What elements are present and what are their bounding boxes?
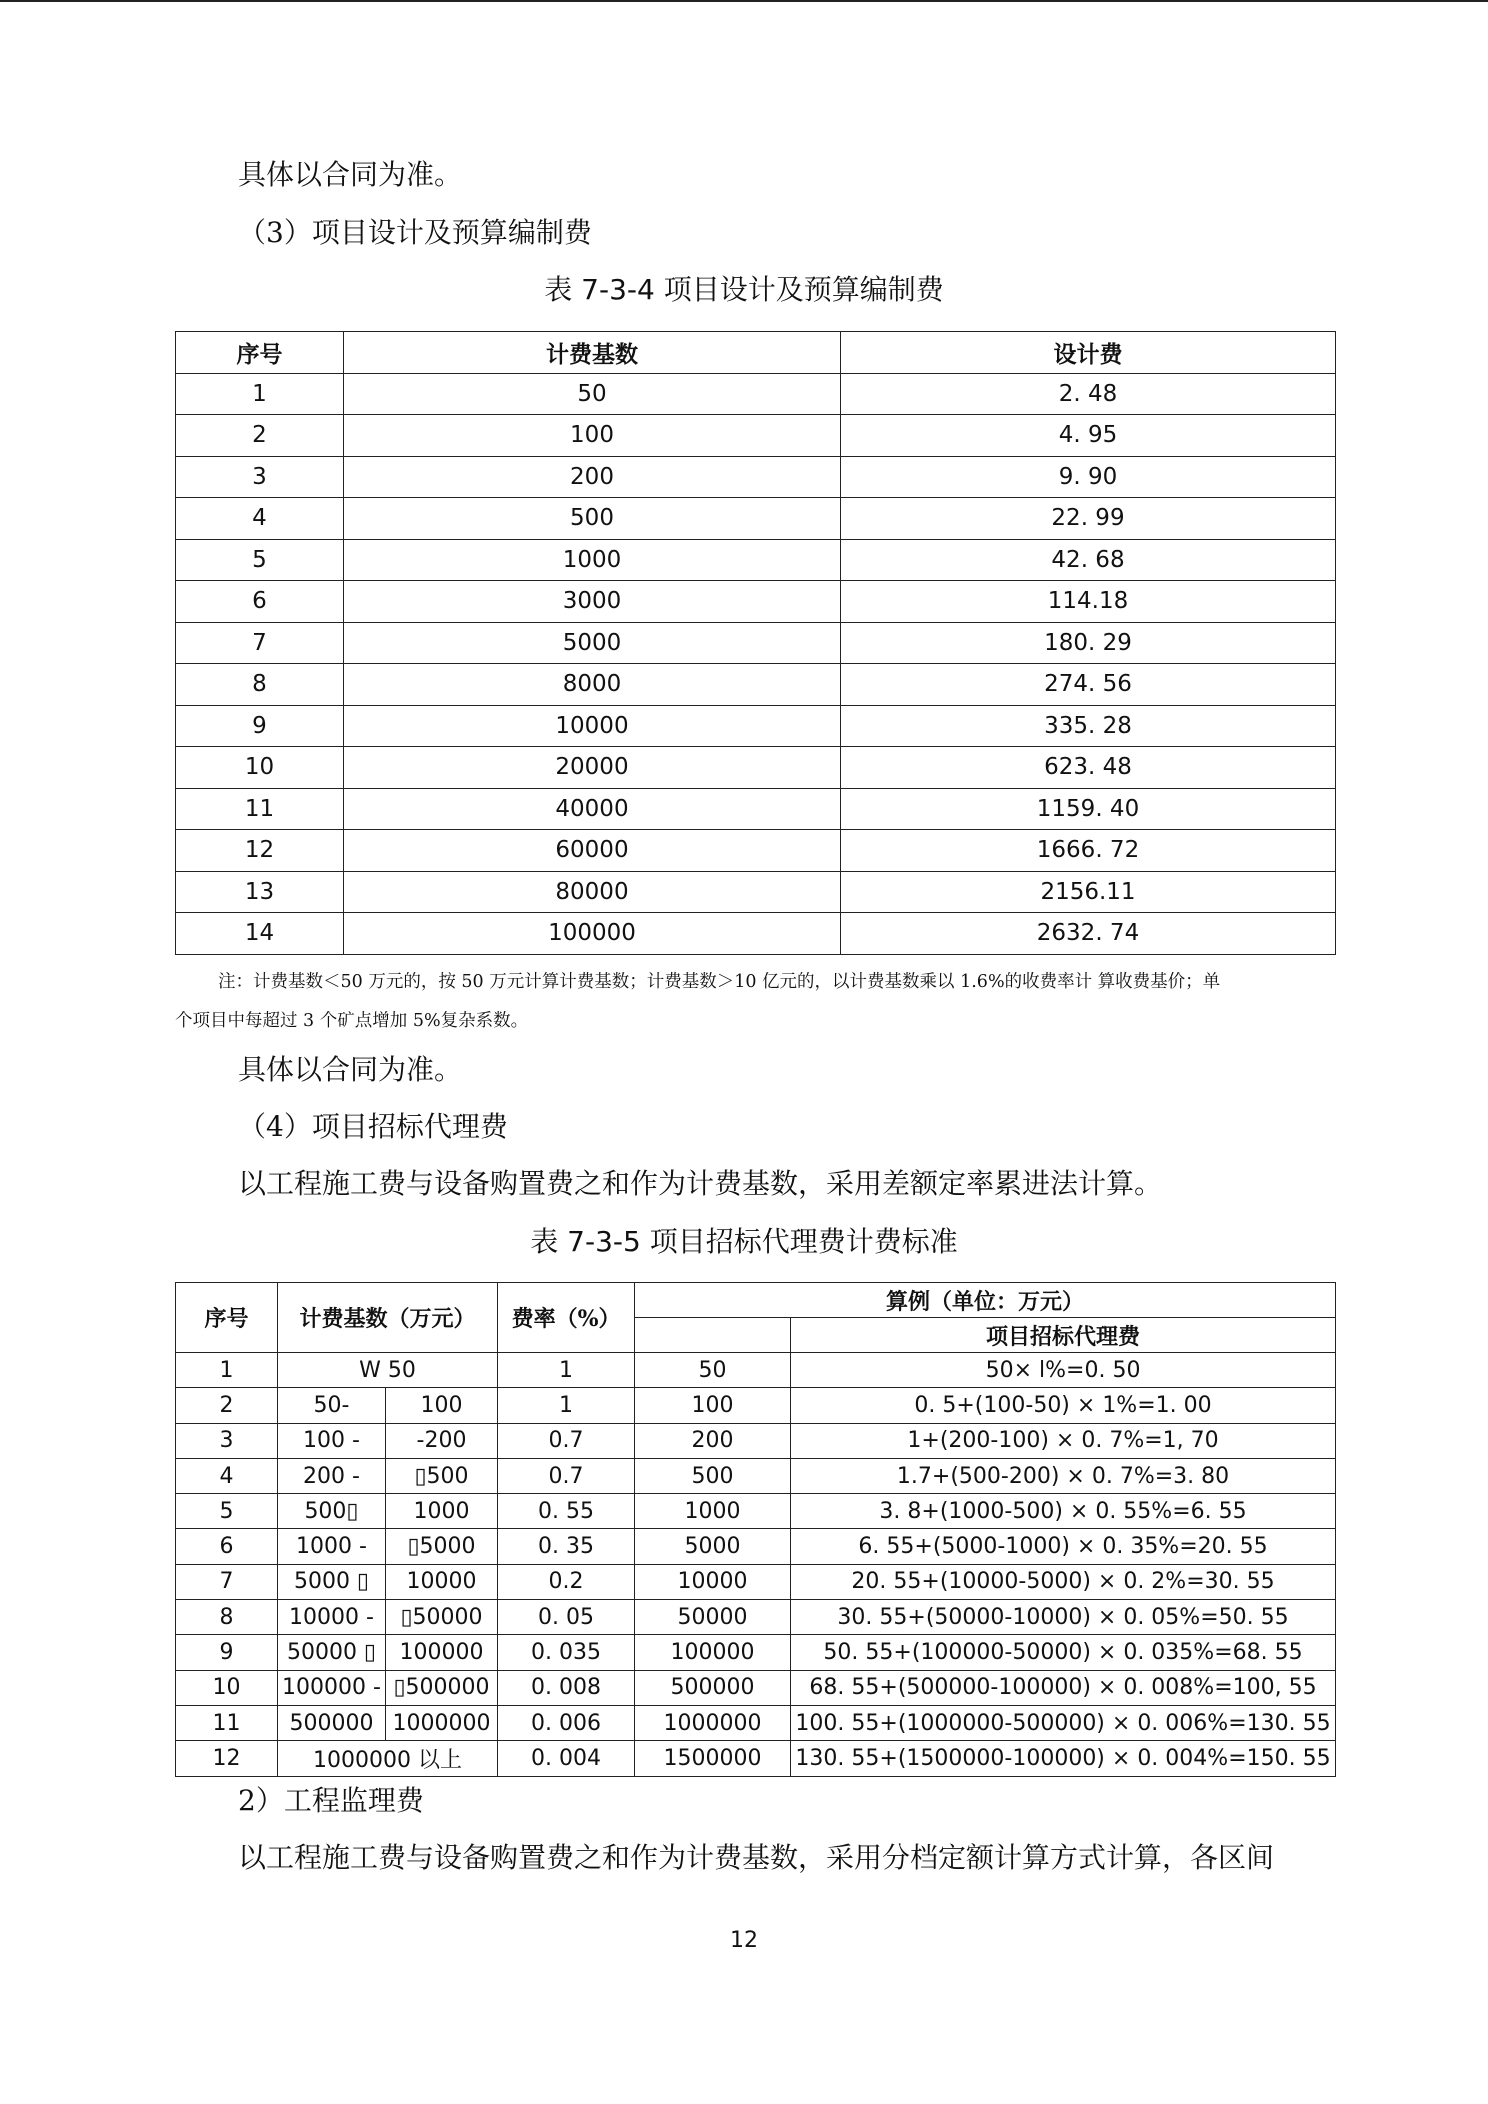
table2-caption: 表 7-3-5 项目招标代理费计费标准 xyxy=(530,1225,958,1258)
example-amount-cell: 100 xyxy=(635,1388,791,1423)
table-cell: 50 xyxy=(344,373,841,415)
top-border-line xyxy=(0,0,1488,2)
base-from-cell: 1000 - xyxy=(278,1529,386,1564)
example-fee-cell: 100. 55+(1000000-500000) × 0. 006%=130. 55 xyxy=(791,1705,1336,1740)
table-cell: 500 xyxy=(344,498,841,540)
paragraph-contract-note-1: 具体以合同为准。 xyxy=(238,158,463,191)
paragraph-contract-note-2: 具体以合同为准。 xyxy=(238,1053,463,1086)
base-to-cell: 1000 xyxy=(386,1494,498,1529)
example-amount-cell: 50000 xyxy=(635,1600,791,1635)
table-row xyxy=(176,1564,1336,1599)
example-fee-cell: 50. 55+(100000-50000) × 0. 035%=68. 55 xyxy=(791,1635,1336,1670)
table-row xyxy=(176,913,1336,955)
table-cell: 5 xyxy=(176,539,344,581)
base-from-cell: 500000 xyxy=(278,1705,386,1740)
example-fee-cell: 130. 55+(1500000-100000) × 0. 004%=150. 55 xyxy=(791,1741,1336,1776)
table-cell: 8 xyxy=(176,664,344,706)
table-cell: 40000 xyxy=(344,788,841,830)
table-row xyxy=(176,456,1336,498)
table-cell: 2632. 74 xyxy=(841,913,1336,955)
table-row xyxy=(176,747,1336,789)
base-to-cell: 100 xyxy=(386,1388,498,1423)
example-amount-cell: 1000 xyxy=(635,1494,791,1529)
table1-note-line-2: 个项目中每超过 3 个矿点增加 5%复杂系数。 xyxy=(175,1011,529,1031)
table-cell: 1666. 72 xyxy=(841,830,1336,872)
table-cell: 1000 xyxy=(344,539,841,581)
table-cell: 1 xyxy=(176,373,344,415)
base-to-cell: 1000000 xyxy=(386,1705,498,1740)
table-cell: 12 xyxy=(176,830,344,872)
base-from-cell: 5000 ▯ xyxy=(278,1564,386,1599)
example-fee-cell: 0. 5+(100-50) × 1%=1. 00 xyxy=(791,1388,1336,1423)
table-row xyxy=(176,788,1336,830)
row-number-cell: 10 xyxy=(176,1670,278,1705)
table1-caption: 表 7-3-4 项目设计及预算编制费 xyxy=(544,273,944,306)
base-to-cell: 100000 xyxy=(386,1635,498,1670)
paragraph-bidding-fee-method: 以工程施工费与设备购置费之和作为计费基数，采用差额定率累进法计算。 xyxy=(238,1167,1163,1200)
row-number-cell: 9 xyxy=(176,1635,278,1670)
table-cell: 22. 99 xyxy=(841,498,1336,540)
table-cell: 60000 xyxy=(344,830,841,872)
table-row xyxy=(176,498,1336,540)
section-heading-supervision-fee: 2）工程监理费 xyxy=(238,1784,424,1817)
table-cell: 200 xyxy=(344,456,841,498)
base-to-cell: ▯500000 xyxy=(386,1670,498,1705)
example-fee-cell: 68. 55+(500000-100000) × 0. 008%=100, 55 xyxy=(791,1670,1336,1705)
table-cell: 14 xyxy=(176,913,344,955)
table-cell: 42. 68 xyxy=(841,539,1336,581)
rate-cell: 0. 004 xyxy=(498,1741,635,1776)
row-number-cell: 7 xyxy=(176,1564,278,1599)
table-row xyxy=(176,1353,1336,1388)
row-number-cell: 4 xyxy=(176,1458,278,1493)
table-cell: 4. 95 xyxy=(841,415,1336,457)
header-cell-base: 计费基数（万元） xyxy=(278,1283,498,1353)
row-number-cell: 2 xyxy=(176,1388,278,1423)
rate-cell: 0. 006 xyxy=(498,1705,635,1740)
base-from-cell: 200 - xyxy=(278,1458,386,1493)
table-cell: 10000 xyxy=(344,705,841,747)
base-from-cell: 100 - xyxy=(278,1423,386,1458)
table-cell: 100 xyxy=(344,415,841,457)
table-cell: 8000 xyxy=(344,664,841,706)
base-from-cell: 500▯ xyxy=(278,1494,386,1529)
table-row xyxy=(176,1635,1336,1670)
rate-cell: 1 xyxy=(498,1353,635,1388)
example-amount-cell: 1500000 xyxy=(635,1741,791,1776)
header-cell: 计费基数 xyxy=(344,332,841,374)
table-cell: 180. 29 xyxy=(841,622,1336,664)
section-heading-bidding-fee: （4）项目招标代理费 xyxy=(238,1110,508,1143)
example-fee-cell: 1+(200-100) × 0. 7%=1, 70 xyxy=(791,1423,1336,1458)
header-cell: 序号 xyxy=(176,332,344,374)
table-cell: 80000 xyxy=(344,871,841,913)
table-row xyxy=(176,830,1336,872)
table-row xyxy=(176,1529,1336,1564)
table-row xyxy=(176,664,1336,706)
base-to-cell: ▯50000 xyxy=(386,1600,498,1635)
example-fee-cell: 3. 8+(1000-500) × 0. 55%=6. 55 xyxy=(791,1494,1336,1529)
header-cell-fee: 项目招标代理费 xyxy=(791,1318,1336,1353)
header-cell-example: 算例（单位：万元） xyxy=(635,1283,1336,1318)
example-amount-cell: 50 xyxy=(635,1353,791,1388)
base-to-cell: ▯500 xyxy=(386,1458,498,1493)
paragraph-supervision-fee-method: 以工程施工费与设备购置费之和作为计费基数，采用分档定额计算方式计算，各区间 xyxy=(238,1841,1275,1874)
base-to-cell: ▯5000 xyxy=(386,1529,498,1564)
table-cell: 100000 xyxy=(344,913,841,955)
table-row xyxy=(176,705,1336,747)
table-row xyxy=(176,373,1336,415)
header-cell-no: 序号 xyxy=(176,1283,278,1353)
base-from-cell: 100000 - xyxy=(278,1670,386,1705)
base-range-cell: 1000000 以上 xyxy=(278,1741,498,1776)
row-number-cell: 3 xyxy=(176,1423,278,1458)
rate-cell: 0.7 xyxy=(498,1423,635,1458)
table-cell: 10 xyxy=(176,747,344,789)
table-cell: 2 xyxy=(176,415,344,457)
table-cell: 114.18 xyxy=(841,581,1336,623)
table-cell: 6 xyxy=(176,581,344,623)
example-amount-cell: 1000000 xyxy=(635,1705,791,1740)
table-row xyxy=(176,1670,1336,1705)
table-cell: 9. 90 xyxy=(841,456,1336,498)
design-fee-table xyxy=(175,331,1336,955)
table1-note-line-1: 注：计费基数＜50 万元的，按 50 万元计算计费基数；计费基数＞10 亿元的，以计费基数乘以 1.6%的收费率计 算收费基价；单 xyxy=(218,972,1221,992)
table-row xyxy=(176,1388,1336,1423)
table-header-row xyxy=(176,1283,1336,1318)
table-cell: 13 xyxy=(176,871,344,913)
table-cell: 7 xyxy=(176,622,344,664)
example-amount-cell: 100000 xyxy=(635,1635,791,1670)
table-cell: 20000 xyxy=(344,747,841,789)
table-row xyxy=(176,1705,1336,1740)
row-number-cell: 6 xyxy=(176,1529,278,1564)
example-fee-cell: 50× l%=0. 50 xyxy=(791,1353,1336,1388)
base-to-cell: 10000 xyxy=(386,1564,498,1599)
example-amount-cell: 5000 xyxy=(635,1529,791,1564)
table-cell: 3 xyxy=(176,456,344,498)
table-row xyxy=(176,1423,1336,1458)
rate-cell: 0. 035 xyxy=(498,1635,635,1670)
table-cell: 11 xyxy=(176,788,344,830)
rate-cell: 1 xyxy=(498,1388,635,1423)
header-cell: 设计费 xyxy=(841,332,1336,374)
example-amount-cell: 500 xyxy=(635,1458,791,1493)
table-cell: 335. 28 xyxy=(841,705,1336,747)
example-fee-cell: 30. 55+(50000-10000) × 0. 05%=50. 55 xyxy=(791,1600,1336,1635)
table-row xyxy=(176,539,1336,581)
table-cell: 1159. 40 xyxy=(841,788,1336,830)
example-fee-cell: 6. 55+(5000-1000) × 0. 35%=20. 55 xyxy=(791,1529,1336,1564)
table-cell: 4 xyxy=(176,498,344,540)
example-amount-cell: 500000 xyxy=(635,1670,791,1705)
table-row xyxy=(176,415,1336,457)
rate-cell: 0. 55 xyxy=(498,1494,635,1529)
header-cell-rate: 费率（%） xyxy=(498,1283,635,1353)
table-header-row xyxy=(176,332,1336,374)
example-fee-cell: 1.7+(500-200) × 0. 7%=3. 80 xyxy=(791,1458,1336,1493)
table-row xyxy=(176,1494,1336,1529)
row-number-cell: 1 xyxy=(176,1353,278,1388)
table-row xyxy=(176,1741,1336,1776)
base-from-cell: 50000 ▯ xyxy=(278,1635,386,1670)
table-cell: 5000 xyxy=(344,622,841,664)
table-row xyxy=(176,581,1336,623)
table-cell: 623. 48 xyxy=(841,747,1336,789)
section-heading-design-fee: （3）项目设计及预算编制费 xyxy=(238,216,592,249)
table-row xyxy=(176,1600,1336,1635)
table-cell: 274. 56 xyxy=(841,664,1336,706)
table-cell: 3000 xyxy=(344,581,841,623)
example-fee-cell: 20. 55+(10000-5000) × 0. 2%=30. 55 xyxy=(791,1564,1336,1599)
page-number: 12 xyxy=(730,1928,758,1953)
base-range-cell: W 50 xyxy=(278,1353,498,1388)
row-number-cell: 5 xyxy=(176,1494,278,1529)
table-cell: 2. 48 xyxy=(841,373,1336,415)
table-cell: 9 xyxy=(176,705,344,747)
example-amount-cell: 200 xyxy=(635,1423,791,1458)
bidding-fee-table xyxy=(175,1282,1336,1777)
rate-cell: 0. 008 xyxy=(498,1670,635,1705)
rate-cell: 0.7 xyxy=(498,1458,635,1493)
table-row xyxy=(176,622,1336,664)
row-number-cell: 12 xyxy=(176,1741,278,1776)
row-number-cell: 11 xyxy=(176,1705,278,1740)
table-cell: 2156.11 xyxy=(841,871,1336,913)
table-row xyxy=(176,1458,1336,1493)
header-cell-empty xyxy=(635,1318,791,1353)
rate-cell: 0. 05 xyxy=(498,1600,635,1635)
rate-cell: 0.2 xyxy=(498,1564,635,1599)
base-to-cell: -200 xyxy=(386,1423,498,1458)
base-from-cell: 50- xyxy=(278,1388,386,1423)
example-amount-cell: 10000 xyxy=(635,1564,791,1599)
table-row xyxy=(176,871,1336,913)
base-from-cell: 10000 - xyxy=(278,1600,386,1635)
row-number-cell: 8 xyxy=(176,1600,278,1635)
rate-cell: 0. 35 xyxy=(498,1529,635,1564)
